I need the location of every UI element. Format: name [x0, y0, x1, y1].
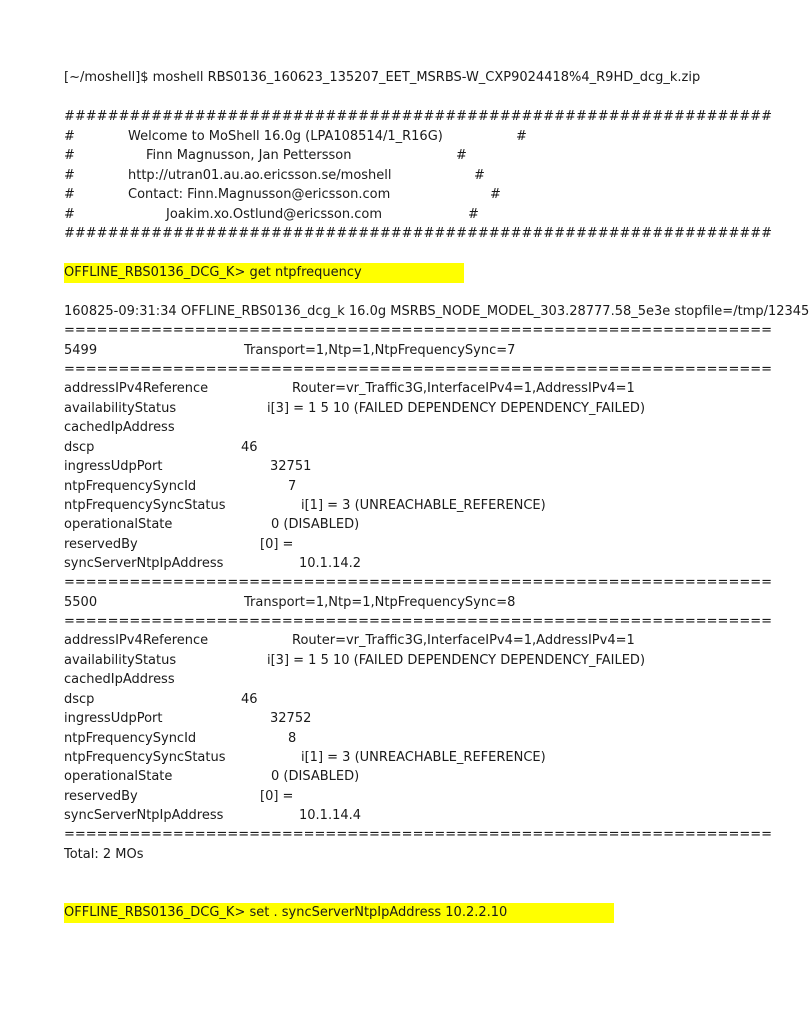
highlighted-command: OFFLINE_RBS0136_DCG_K> set . syncServerNtpIpAddress 10.2.2.10	[64, 903, 614, 923]
attribute-row	[64, 438, 690, 458]
banner-text: Finn Magnusson, Jan Pettersson	[146, 148, 352, 163]
attribute-row	[64, 515, 690, 535]
banner-line-contact	[64, 185, 690, 205]
banner-hash: #	[490, 187, 501, 202]
separator-line: =================================================================	[64, 614, 773, 629]
separator-line: =================================================================	[64, 827, 773, 842]
banner-hash: #	[468, 207, 479, 222]
mo-proxy-id: 5499	[64, 343, 98, 358]
attribute-name: reservedBy	[64, 537, 138, 552]
mo-name: Transport=1,Ntp=1,NtpFrequencySync=8	[244, 595, 516, 610]
separator-line: =================================================================	[64, 362, 773, 377]
attribute-row	[64, 379, 690, 399]
attribute-value: i[3] = 1 5 10 (FAILED DEPENDENCY DEPENDENCY_FAILED)	[267, 401, 646, 416]
attribute-value: 46	[241, 692, 258, 707]
banner-hash: #	[64, 207, 75, 222]
attribute-row	[64, 690, 690, 710]
attribute-value: Router=vr_Traffic3G,InterfaceIPv4=1,AddressIPv4=1	[292, 381, 635, 396]
attribute-value: Router=vr_Traffic3G,InterfaceIPv4=1,AddressIPv4=1	[292, 633, 635, 648]
attribute-name: ntpFrequencySyncId	[64, 479, 197, 494]
banner-text: Contact: Finn.Magnusson@ericsson.com	[128, 187, 391, 202]
attribute-value: 10.1.14.2	[299, 556, 362, 571]
separator-line: =================================================================	[64, 575, 773, 590]
attribute-name: ntpFrequencySyncId	[64, 731, 197, 746]
attribute-name: availabilityStatus	[64, 401, 177, 416]
banner-hash: #	[64, 187, 75, 202]
attribute-row	[64, 787, 690, 807]
banner-line-contact2	[64, 205, 690, 225]
attribute-name: dscp	[64, 440, 95, 455]
attribute-value: [0] =	[260, 537, 294, 552]
attribute-row	[64, 535, 690, 555]
attribute-name: operationalState	[64, 769, 173, 784]
attribute-value: i[1] = 3 (UNREACHABLE_REFERENCE)	[301, 498, 546, 513]
attribute-value: 8	[288, 731, 297, 746]
banner-text: Welcome to MoShell 16.0g (LPA108514/1_R16G)	[128, 129, 443, 144]
mo-header-row	[64, 593, 690, 613]
attribute-name: cachedIpAddress	[64, 420, 175, 435]
attribute-value: i[1] = 3 (UNREACHABLE_REFERENCE)	[301, 750, 546, 765]
attribute-row	[64, 670, 690, 690]
attribute-value: 46	[241, 440, 258, 455]
banner-text: http://utran01.au.ao.ericsson.se/moshell	[128, 168, 392, 183]
banner-line-url	[64, 166, 690, 186]
attribute-row	[64, 651, 690, 671]
attribute-name: availabilityStatus	[64, 653, 177, 668]
attribute-row	[64, 554, 690, 574]
attribute-row	[64, 457, 690, 477]
attribute-name: ntpFrequencySyncStatus	[64, 498, 226, 513]
banner-hash: #	[64, 168, 75, 183]
attribute-row	[64, 418, 690, 438]
attribute-row	[64, 631, 690, 651]
total-mos-line: Total: 2 MOs	[64, 847, 144, 862]
attribute-value: 32752	[270, 711, 312, 726]
attribute-row	[64, 748, 690, 768]
banner-border-top: #################################################################	[64, 109, 773, 124]
terminal-transcript	[64, 0, 809, 1024]
attribute-value: 0 (DISABLED)	[271, 517, 360, 532]
banner-hash: #	[516, 129, 527, 144]
attribute-value: [0] =	[260, 789, 294, 804]
mo-proxy-id: 5500	[64, 595, 98, 610]
attribute-row	[64, 496, 690, 516]
shell-prompt-line: [~/moshell]$ moshell RBS0136_160623_135207_EET_MSRBS-W_CXP9024418%4_R9HD_dcg_k.zip	[64, 70, 701, 85]
attribute-row	[64, 767, 690, 787]
attribute-name: ntpFrequencySyncStatus	[64, 750, 226, 765]
attribute-name: reservedBy	[64, 789, 138, 804]
attribute-name: dscp	[64, 692, 95, 707]
highlighted-command: OFFLINE_RBS0136_DCG_K> get ntpfrequency	[64, 263, 464, 283]
banner-hash: #	[64, 129, 75, 144]
attribute-name: addressIPv4Reference	[64, 381, 209, 396]
attribute-value: 0 (DISABLED)	[271, 769, 360, 784]
banner-border-bottom: #################################################################	[64, 226, 773, 241]
attribute-value: 32751	[270, 459, 312, 474]
attribute-row	[64, 729, 690, 749]
attribute-name: addressIPv4Reference	[64, 633, 209, 648]
session-header-line: 160825-09:31:34 OFFLINE_RBS0136_dcg_k 16.0g MSRBS_NODE_MODEL_303.28777.58_5e3e stopfile=/tmp/12345	[64, 304, 809, 319]
attribute-name: cachedIpAddress	[64, 672, 175, 687]
attribute-row	[64, 709, 690, 729]
banner-hash: #	[64, 148, 75, 163]
banner-hash: #	[456, 148, 467, 163]
separator-line: =================================================================	[64, 323, 773, 338]
attribute-name: ingressUdpPort	[64, 711, 163, 726]
mo-header-row	[64, 341, 690, 361]
attribute-value: i[3] = 1 5 10 (FAILED DEPENDENCY DEPENDENCY_FAILED)	[267, 653, 646, 668]
banner-line-welcome	[64, 127, 690, 147]
attribute-name: syncServerNtpIpAddress	[64, 808, 224, 823]
attribute-row	[64, 399, 690, 419]
attribute-value: 7	[288, 479, 297, 494]
banner-text: Joakim.xo.Ostlund@ericsson.com	[166, 207, 383, 222]
attribute-value: 10.1.14.4	[299, 808, 362, 823]
banner-line-authors	[64, 146, 690, 166]
mo-name: Transport=1,Ntp=1,NtpFrequencySync=7	[244, 343, 516, 358]
attribute-name: syncServerNtpIpAddress	[64, 556, 224, 571]
banner-hash: #	[474, 168, 485, 183]
attribute-row	[64, 806, 690, 826]
attribute-name: operationalState	[64, 517, 173, 532]
attribute-row	[64, 477, 690, 497]
attribute-name: ingressUdpPort	[64, 459, 163, 474]
